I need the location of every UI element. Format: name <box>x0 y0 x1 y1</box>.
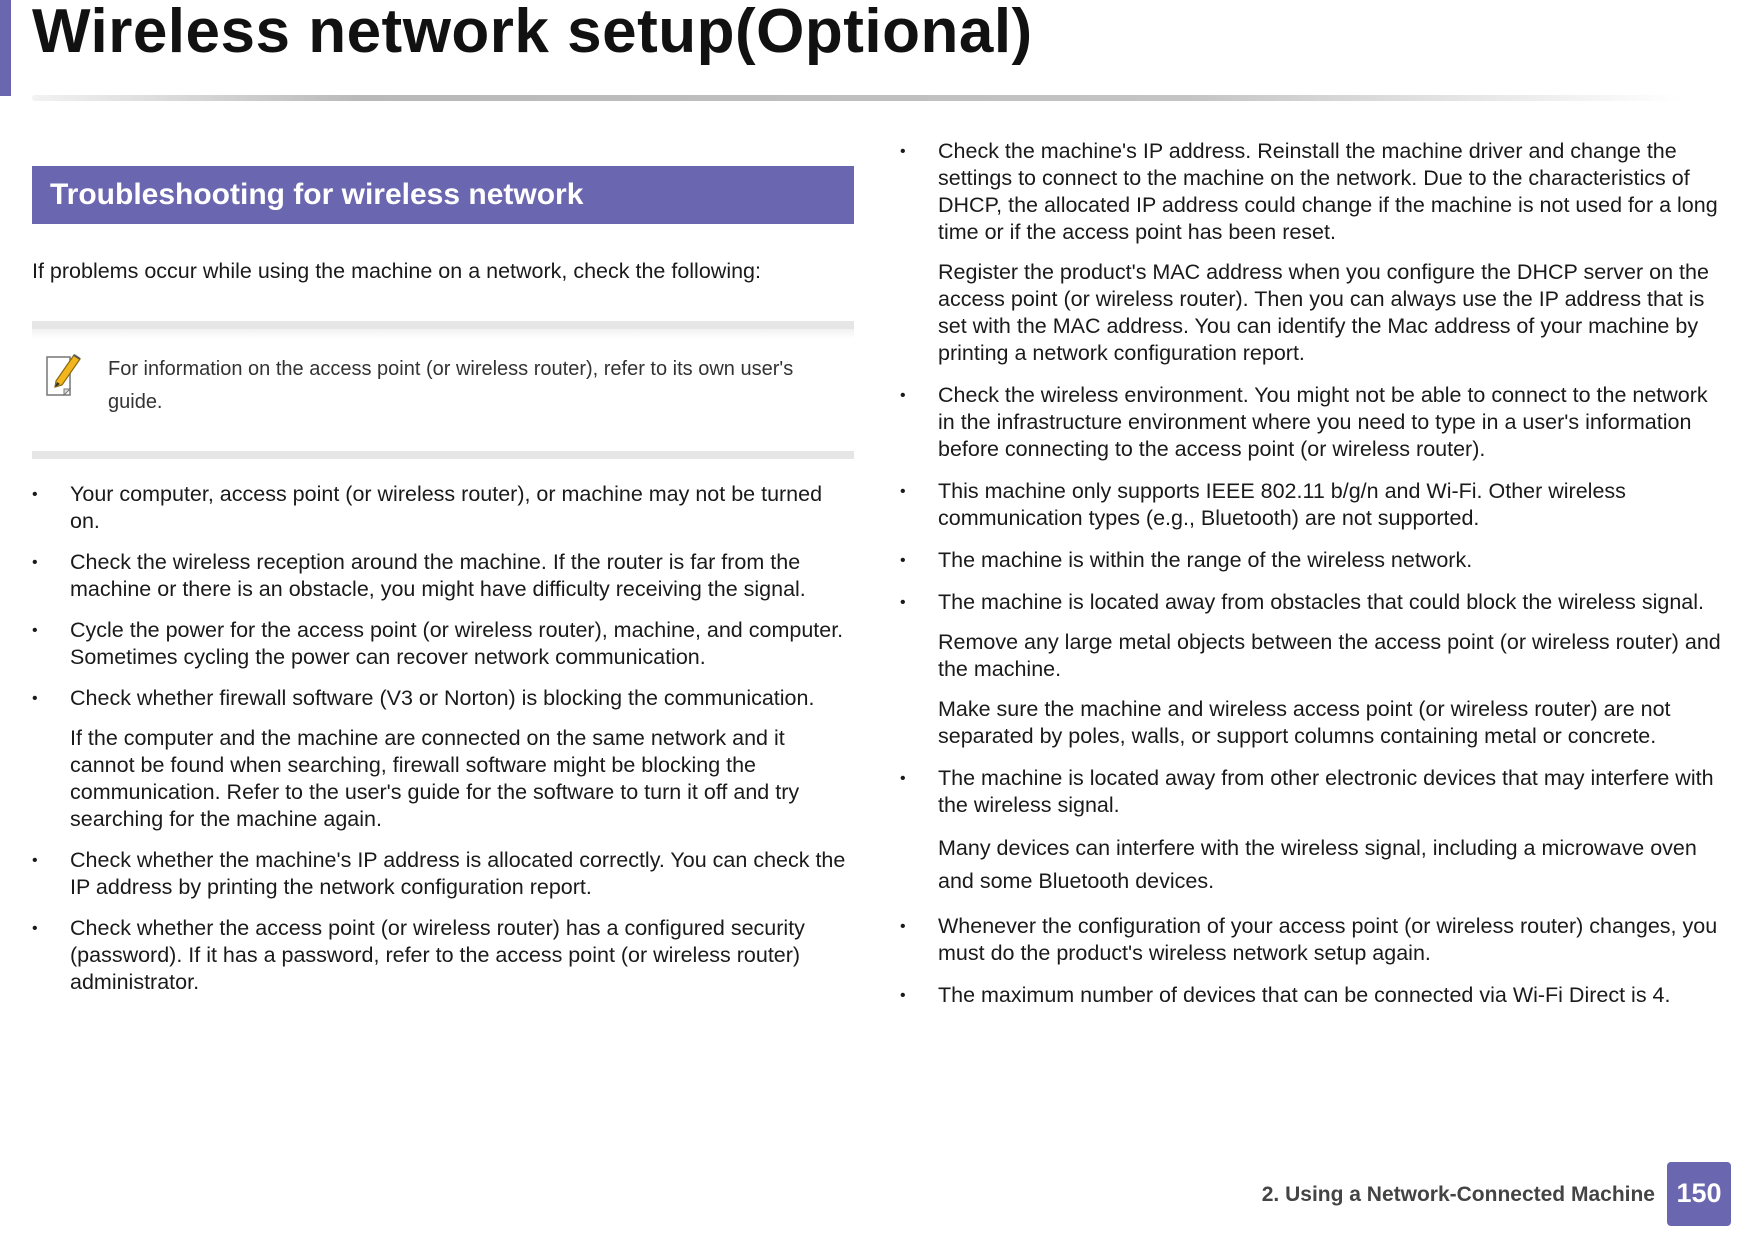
left-column <box>32 166 854 1010</box>
title-accent-bar <box>0 0 11 96</box>
list-item: • Your computer, access point (or wireless router), or machine may not be turned on. <box>32 481 854 535</box>
note-text: For information on the access point (or wireless router), refer to its own user's guide. <box>108 358 794 413</box>
list-item: • Check whether the access point (or wireless router) has a configured security (password). If it has a password, refer to the access point (or wireless router) administrator. <box>32 915 854 996</box>
page-number: 150 <box>1667 1162 1731 1226</box>
list-item-detail: Make sure the machine and wireless access point (or wireless router) are not separated by poles, walls, or support columns containing metal or concrete. <box>938 697 1671 748</box>
right-column <box>900 138 1730 1024</box>
list-item: • The machine is within the range of the wireless network. <box>900 547 1730 574</box>
list-item-detail: Many devices can interfere with the wireless signal, including a microwave oven and some Bluetooth devices. <box>938 836 1697 893</box>
list-item: • This machine only supports IEEE 802.11 b/g/n and Wi-Fi. Other wireless communication types (e.g., Bluetooth) are not supported. <box>900 478 1730 532</box>
list-item: • Check whether firewall software (V3 or Norton) is blocking the communication. If the computer and the machine are connected on the same network and it cannot be found when searching, firewall software might be blocking the communication. Refer to the user's guide for the software to turn it off and try searching for the machine again. <box>32 685 854 833</box>
intro-text: If problems occur while using the machine on a network, check the following: <box>32 259 761 283</box>
right-bullet-list <box>900 138 1730 1009</box>
list-item: • Check the wireless environment. You might not be able to connect to the network in the infrastructure environment where you need to type in a user's information before connecting to the access point (or wireless router). <box>900 382 1730 463</box>
title-divider <box>32 95 1682 101</box>
list-item-detail: Register the product's MAC address when you configure the DHCP server on the access point (or wireless router). Then you can always use the IP address that is set with the MAC address. You can identify the Mac address of your machine by printing a network configuration report. <box>938 260 1709 365</box>
list-item: • The machine is located away from obstacles that could block the wireless signal. Remove any large metal objects between the access point (or wireless router) and the machine. Make sure the machine and wireless access point (or wireless router) are not separated by poles, walls, or support columns containing metal or concrete. <box>900 589 1730 750</box>
list-item: • The maximum number of devices that can be connected via Wi-Fi Direct is 4. <box>900 982 1730 1009</box>
chapter-label: 2. Using a Network-Connected Machine <box>1261 1183 1655 1206</box>
list-item: • Check the wireless reception around the machine. If the router is far from the machine or there is an obstacle, you might have difficulty receiving the signal. <box>32 549 854 603</box>
list-item: • Cycle the power for the access point (or wireless router), machine, and computer. Sometimes cycling the power can recover network communication. <box>32 617 854 671</box>
left-bullet-list <box>32 481 854 996</box>
note-box <box>32 321 854 459</box>
page-title: Wireless network setup(Optional) <box>32 0 1033 66</box>
section-header: Troubleshooting for wireless network <box>32 166 854 224</box>
list-item-detail: If the computer and the machine are connected on the same network and it cannot be found when searching, firewall software might be blocking the communication. Refer to the user's guide for the software to turn it off and try searching for the machine again. <box>70 726 800 831</box>
list-item: • Check whether the machine's IP address is allocated correctly. You can check the IP address by printing the network configuration report. <box>32 847 854 901</box>
list-item: • The machine is located away from other electronic devices that may interfere with the wireless signal. Many devices can interfere with the wireless signal, including a microwave oven and some Bluetooth devices. <box>900 765 1730 898</box>
list-item-detail: Remove any large metal objects between the access point (or wireless router) and the machine. <box>938 630 1721 681</box>
list-item: • Check the machine's IP address. Reinstall the machine driver and change the settings to connect to the machine on the network. Due to the characteristics of DHCP, the allocated IP address could change if the machine is not used for a long time or if the access point has been reset. Register the product's MAC address when you configure the DHCP server on the access point (or wireless router). Then you can always use the IP address that is set with the MAC address. You can identify the Mac address of your machine by printing a network configuration report. <box>900 138 1730 367</box>
list-item: • Whenever the configuration of your access point (or wireless router) changes, you must do the product's wireless network setup again. <box>900 913 1730 967</box>
pencil-note-icon <box>44 349 84 397</box>
